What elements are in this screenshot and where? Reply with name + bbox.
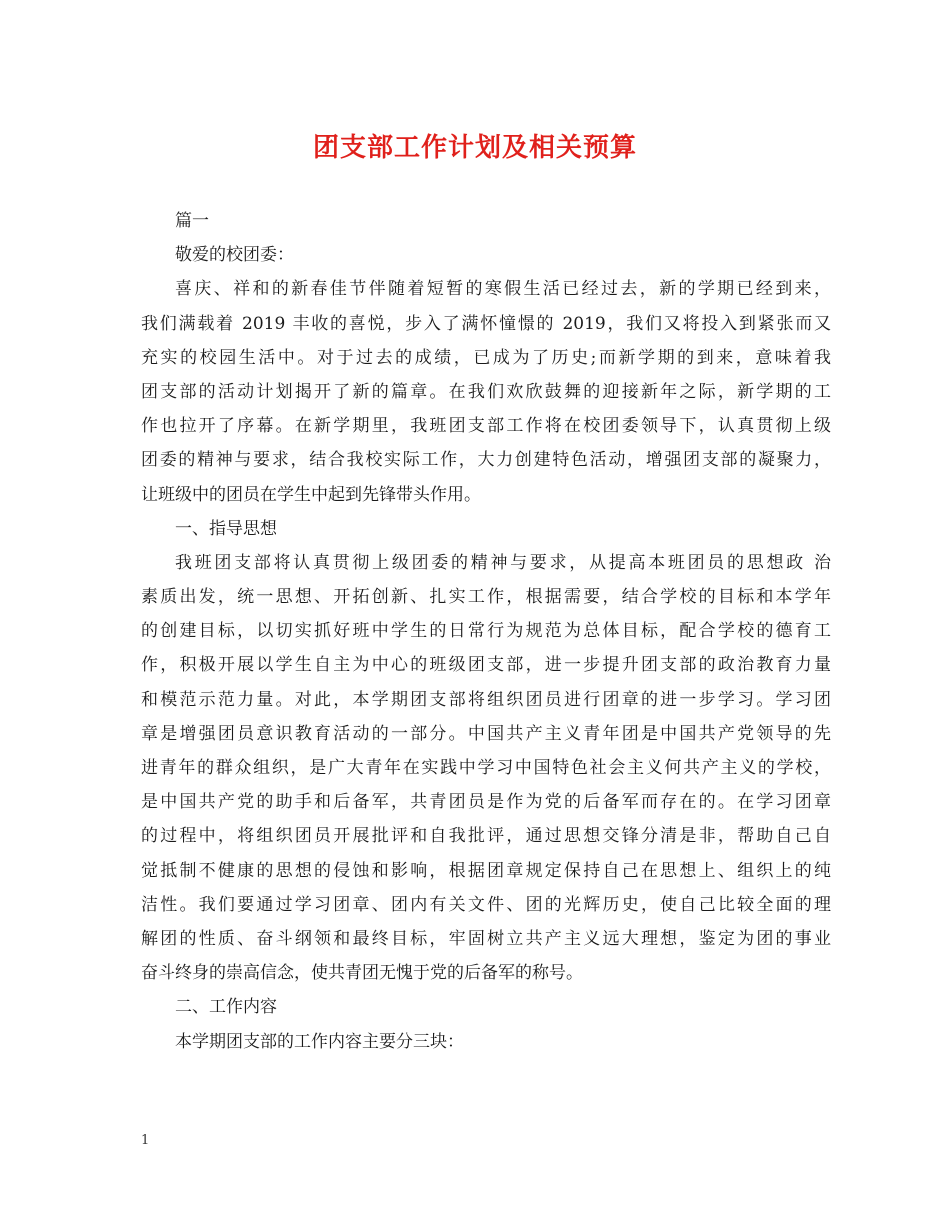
section-heading: 二、工作内容 — [175, 997, 277, 1018]
document-body — [141, 204, 831, 1059]
paragraph-line: 的创建目标，以切实抓好班中学生的日常行为规范为总体目标，配合学校的德育工 — [141, 621, 831, 642]
paragraph-line: 我班团支部将认真贯彻上级团委的精神与要求，从提高本班团员的思想政 治 — [175, 552, 831, 573]
paragraph-line: 洁性。我们要通过学习团章、团内有关文件、团的光辉历史，使自己比较全面的理 — [141, 894, 831, 915]
section-label: 篇一 — [175, 211, 209, 231]
paragraph-line: 解团的性质、奋斗纲领和最终目标，牢固树立共产主义远大理想，鉴定为团的事业 — [141, 928, 831, 949]
page-number: 1 — [141, 1133, 150, 1148]
paragraph-line: 是中国共产党的助手和后备军，共青团员是作为党的后备军而存在的。在学习团章 — [141, 792, 831, 813]
paragraph-line: 进青年的群众组织，是广大青年在实践中学习中国特色社会主义何共产主义的学校， — [141, 758, 831, 778]
paragraph-line: 团委的精神与要求，结合我校实际工作，大力创建特色活动，增强团支部的凝聚力， — [141, 450, 831, 471]
paragraph-line: 素质出发，统一思想、开拓创新、扎实工作，根据需要，结合学校的目标和本学年 — [141, 587, 831, 608]
paragraph-line: 让班级中的团员在学生中起到先锋带头作用。 — [141, 484, 481, 505]
section-heading: 一、指导思想 — [175, 518, 277, 539]
document-title: 团支部工作计划及相关预算 — [312, 133, 637, 163]
paragraph-line: 作，积极开展以学生自主为中心的班级团支部，进一步提升团支部的政治教育力量 — [141, 655, 831, 676]
paragraph-line: 的过程中，将组织团员开展批评和自我批评，通过思想交锋分清是非，帮助自己自 — [141, 826, 831, 847]
paragraph-line: 我们满载着 2019 丰收的喜悦，步入了满怀憧憬的 2019，我们又将投入到紧张而又 — [141, 313, 831, 334]
paragraph-line: 充实的校园生活中。对于过去的成绩，已成为了历史;而新学期的到来，意味着我 — [141, 347, 831, 368]
paragraph-line: 奋斗终身的崇高信念，使共青团无愧于党的后备军的称号。 — [141, 963, 583, 984]
paragraph-line: 作也拉开了序幕。在新学期里，我班团支部工作将在校团委领导下，认真贯彻上级 — [141, 416, 831, 437]
paragraph-line: 本学期团支部的工作内容主要分三块： — [175, 1031, 464, 1052]
paragraph-line: 觉抵制不健康的思想的侵蚀和影响，根据团章规定保持自己在思想上、组织上的纯 — [141, 860, 831, 881]
paragraph-line: 和模范示范力量。对此，本学期团支部将组织团员进行团章的进一步学习。学习团 — [141, 689, 831, 710]
paragraph-line: 喜庆、祥和的新春佳节伴随着短暂的寒假生活已经过去，新的学期已经到来， — [175, 279, 831, 300]
salutation: 敬爱的校团委： — [175, 245, 294, 266]
paragraph-line: 团支部的活动计划揭开了新的篇章。在我们欢欣鼓舞的迎接新年之际，新学期的工 — [141, 381, 831, 402]
paragraph-line: 章是增强团员意识教育活动的一部分。中国共产主义青年团是中国共产党领导的先 — [141, 723, 831, 744]
